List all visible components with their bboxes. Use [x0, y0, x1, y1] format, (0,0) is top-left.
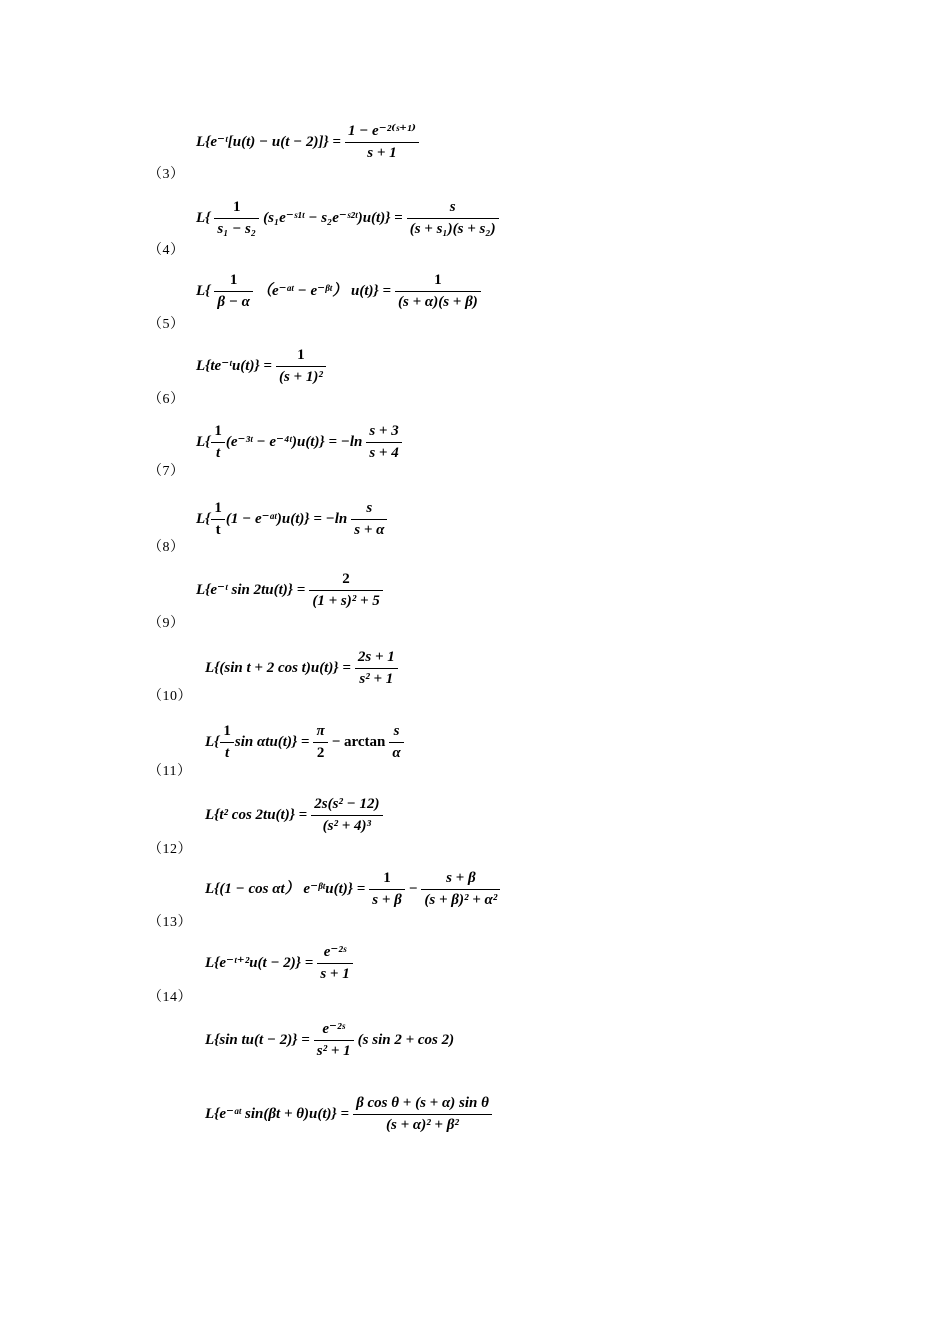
equation-7-lhs-numerator: 1: [214, 423, 222, 439]
equation-label-8: （8）: [148, 540, 185, 555]
equation-11-second-numerator: s: [393, 723, 400, 739]
equation-label-11: （11）: [148, 764, 192, 779]
equation-12: [205, 797, 387, 834]
equation-4-lhs-fraction: [214, 200, 259, 237]
equation-9-lhs: L{e⁻ᵗ sin 2tu(t)} =: [196, 582, 306, 598]
equation-3-numerator: 1 − e⁻²⁽ˢ⁺¹⁾: [347, 123, 417, 139]
equation-5-lhs-fraction: [214, 273, 253, 310]
equation-8-denominator: s + α: [351, 519, 387, 538]
equation-14-rhs-fraction: [317, 945, 352, 982]
equation-4-lhs-numerator: 1: [233, 199, 241, 215]
equation-11-second-denominator: α: [389, 742, 403, 761]
equation-15-tail: (s sin 2 + cos 2): [357, 1032, 455, 1048]
equation-4-rhs-fraction: [407, 200, 499, 237]
equation-13-second-numerator: s + β: [446, 870, 476, 886]
equation-13: [205, 871, 504, 908]
equation-5-numerator: 1: [434, 272, 442, 288]
equation-4-lhs-prefix: L{: [196, 210, 211, 226]
equation-16-rhs-fraction: [353, 1096, 492, 1133]
equation-11-lhs-fraction: [220, 724, 234, 761]
equation-5-denominator: (s + α)(s + β): [395, 291, 481, 310]
equation-5-lhs-prefix: L{: [196, 283, 211, 299]
equation-13-minus: −: [408, 881, 418, 897]
equation-11-denominator: 2: [313, 742, 327, 761]
equation-12-numerator: 2s(s² − 12): [314, 796, 380, 812]
equation-14-lhs: L{e⁻ᵗ⁺²u(t − 2)} =: [205, 955, 314, 971]
equation-13-rhs-fraction: [369, 871, 405, 908]
equation-4: [196, 200, 503, 237]
equation-8-numerator: s: [366, 500, 373, 516]
equation-12-lhs: L{t² cos 2tu(t)} =: [205, 807, 308, 823]
equation-8-rhs-fraction: [351, 501, 387, 538]
equation-6: [196, 348, 330, 385]
equation-3-rhs-fraction: [345, 124, 419, 161]
equation-11-second-fraction: [389, 724, 403, 761]
equation-4-lhs-denominator: s₁ − s₂: [214, 218, 259, 237]
equation-15-rhs-fraction: [314, 1022, 354, 1059]
equation-13-denominator: s + β: [369, 889, 405, 908]
equation-5: [196, 273, 485, 310]
equation-7-rhs-fraction: [366, 424, 401, 461]
equation-5-lhs-numerator: 1: [229, 272, 238, 288]
equation-6-rhs-fraction: [276, 348, 326, 385]
equation-label-12: （12）: [148, 842, 192, 857]
equation-15-denominator: s² + 1: [314, 1040, 354, 1059]
equation-13-second-denominator: (s + β)² + α²: [421, 889, 500, 908]
equation-7-numerator: s + 3: [369, 423, 399, 439]
equation-11: [205, 724, 408, 761]
equation-10-numerator: 2s + 1: [357, 649, 395, 665]
equation-8: [196, 501, 391, 538]
equation-15: [205, 1022, 454, 1059]
equation-8-lhs-prefix: L{: [196, 511, 211, 527]
equation-4-numerator: s: [449, 199, 456, 215]
equation-label-5: （5）: [148, 317, 185, 332]
equation-16: [205, 1096, 496, 1133]
equation-13-lhs: L{(1 − cos αt） e⁻ᵝᵗu(t)} =: [205, 881, 366, 897]
equation-label-13: （13）: [148, 915, 192, 930]
equation-14-numerator: e⁻²ˢ: [323, 944, 347, 960]
equation-9: [196, 572, 387, 609]
equation-14-denominator: s + 1: [317, 963, 352, 982]
equation-11-lhs-denominator: t: [220, 742, 234, 761]
equation-3-lhs: L{e⁻ᵗ[u(t) − u(t − 2)]} =: [196, 134, 341, 150]
equation-4-denominator: (s + s₁)(s + s₂): [407, 218, 499, 237]
equation-16-lhs: L{e⁻ᵅᵗ sin(βt + θ)u(t)} =: [205, 1106, 350, 1122]
equation-11-numerator: π: [316, 723, 325, 739]
equation-15-lhs: L{sin tu(t − 2)} =: [205, 1032, 310, 1048]
equation-6-denominator: (s + 1)²: [276, 366, 326, 385]
equation-12-rhs-fraction: [311, 797, 382, 834]
equation-11-lhs-numerator: 1: [223, 723, 231, 739]
equation-15-numerator: e⁻²ˢ: [322, 1021, 346, 1037]
equation-9-numerator: 2: [342, 571, 350, 587]
equation-5-lhs-suffix: （e⁻ᵅᵗ − e⁻ᵝᵗ） u(t)} =: [256, 283, 392, 299]
equation-3: [196, 124, 423, 161]
equation-7-denominator: s + 4: [366, 442, 401, 461]
equation-label-6: （6）: [148, 392, 185, 407]
equation-8-lhs-numerator: 1: [214, 500, 222, 516]
equation-3-denominator: s + 1: [345, 142, 419, 161]
equation-10-denominator: s² + 1: [355, 668, 398, 687]
equation-11-rhs-fraction: [313, 724, 327, 761]
equation-8-lhs-suffix: (1 − e⁻ᵅᵗ)u(t)} = −ln: [225, 511, 348, 527]
equation-16-numerator: β cos θ + (s + α) sin θ: [356, 1095, 489, 1111]
equation-13-numerator: 1: [383, 870, 391, 886]
equation-8-lhs-fraction: [211, 501, 225, 538]
equation-label-10: （10）: [148, 689, 192, 704]
equation-7: [196, 424, 406, 461]
equation-10-lhs: L{(sin t + 2 cos t)u(t)} =: [205, 660, 351, 676]
equation-6-lhs: L{te⁻ᵗu(t)} =: [196, 358, 272, 374]
equation-11-lhs-prefix: L{: [205, 734, 220, 750]
equation-7-lhs-fraction: [211, 424, 225, 461]
equation-10-rhs-fraction: [355, 650, 398, 687]
equation-11-lhs-suffix: sin αtu(t)} =: [234, 734, 310, 750]
equation-4-lhs-suffix: (s₁e⁻ˢ¹ᵗ − s₂e⁻ˢ²ᵗ)u(t)} =: [263, 210, 403, 226]
equation-14: [205, 945, 357, 982]
equation-9-rhs-fraction: [309, 572, 382, 609]
equation-8-lhs-denominator: t: [211, 519, 225, 538]
equation-label-9: （9）: [148, 616, 185, 631]
equation-5-lhs-denominator: β − α: [214, 291, 253, 310]
equation-5-rhs-fraction: [395, 273, 481, 310]
equation-10: [205, 650, 402, 687]
equation-label-7: （7）: [148, 464, 185, 479]
equation-6-numerator: 1: [297, 347, 305, 363]
equation-13-second-fraction: [421, 871, 500, 908]
equation-7-lhs-suffix: (e⁻³ᵗ − e⁻⁴ᵗ)u(t)} = −ln: [225, 434, 363, 450]
equation-7-lhs-prefix: L{: [196, 434, 211, 450]
equation-label-3: （3）: [148, 167, 185, 182]
equation-11-tail: − arctan: [331, 734, 386, 750]
equation-16-denominator: (s + α)² + β²: [353, 1114, 492, 1133]
equation-9-denominator: (1 + s)² + 5: [309, 590, 382, 609]
equation-7-lhs-denominator: t: [211, 442, 225, 461]
equation-label-4: （4）: [148, 243, 185, 258]
equation-12-denominator: (s² + 4)³: [311, 815, 382, 834]
equation-label-14: （14）: [148, 990, 192, 1005]
